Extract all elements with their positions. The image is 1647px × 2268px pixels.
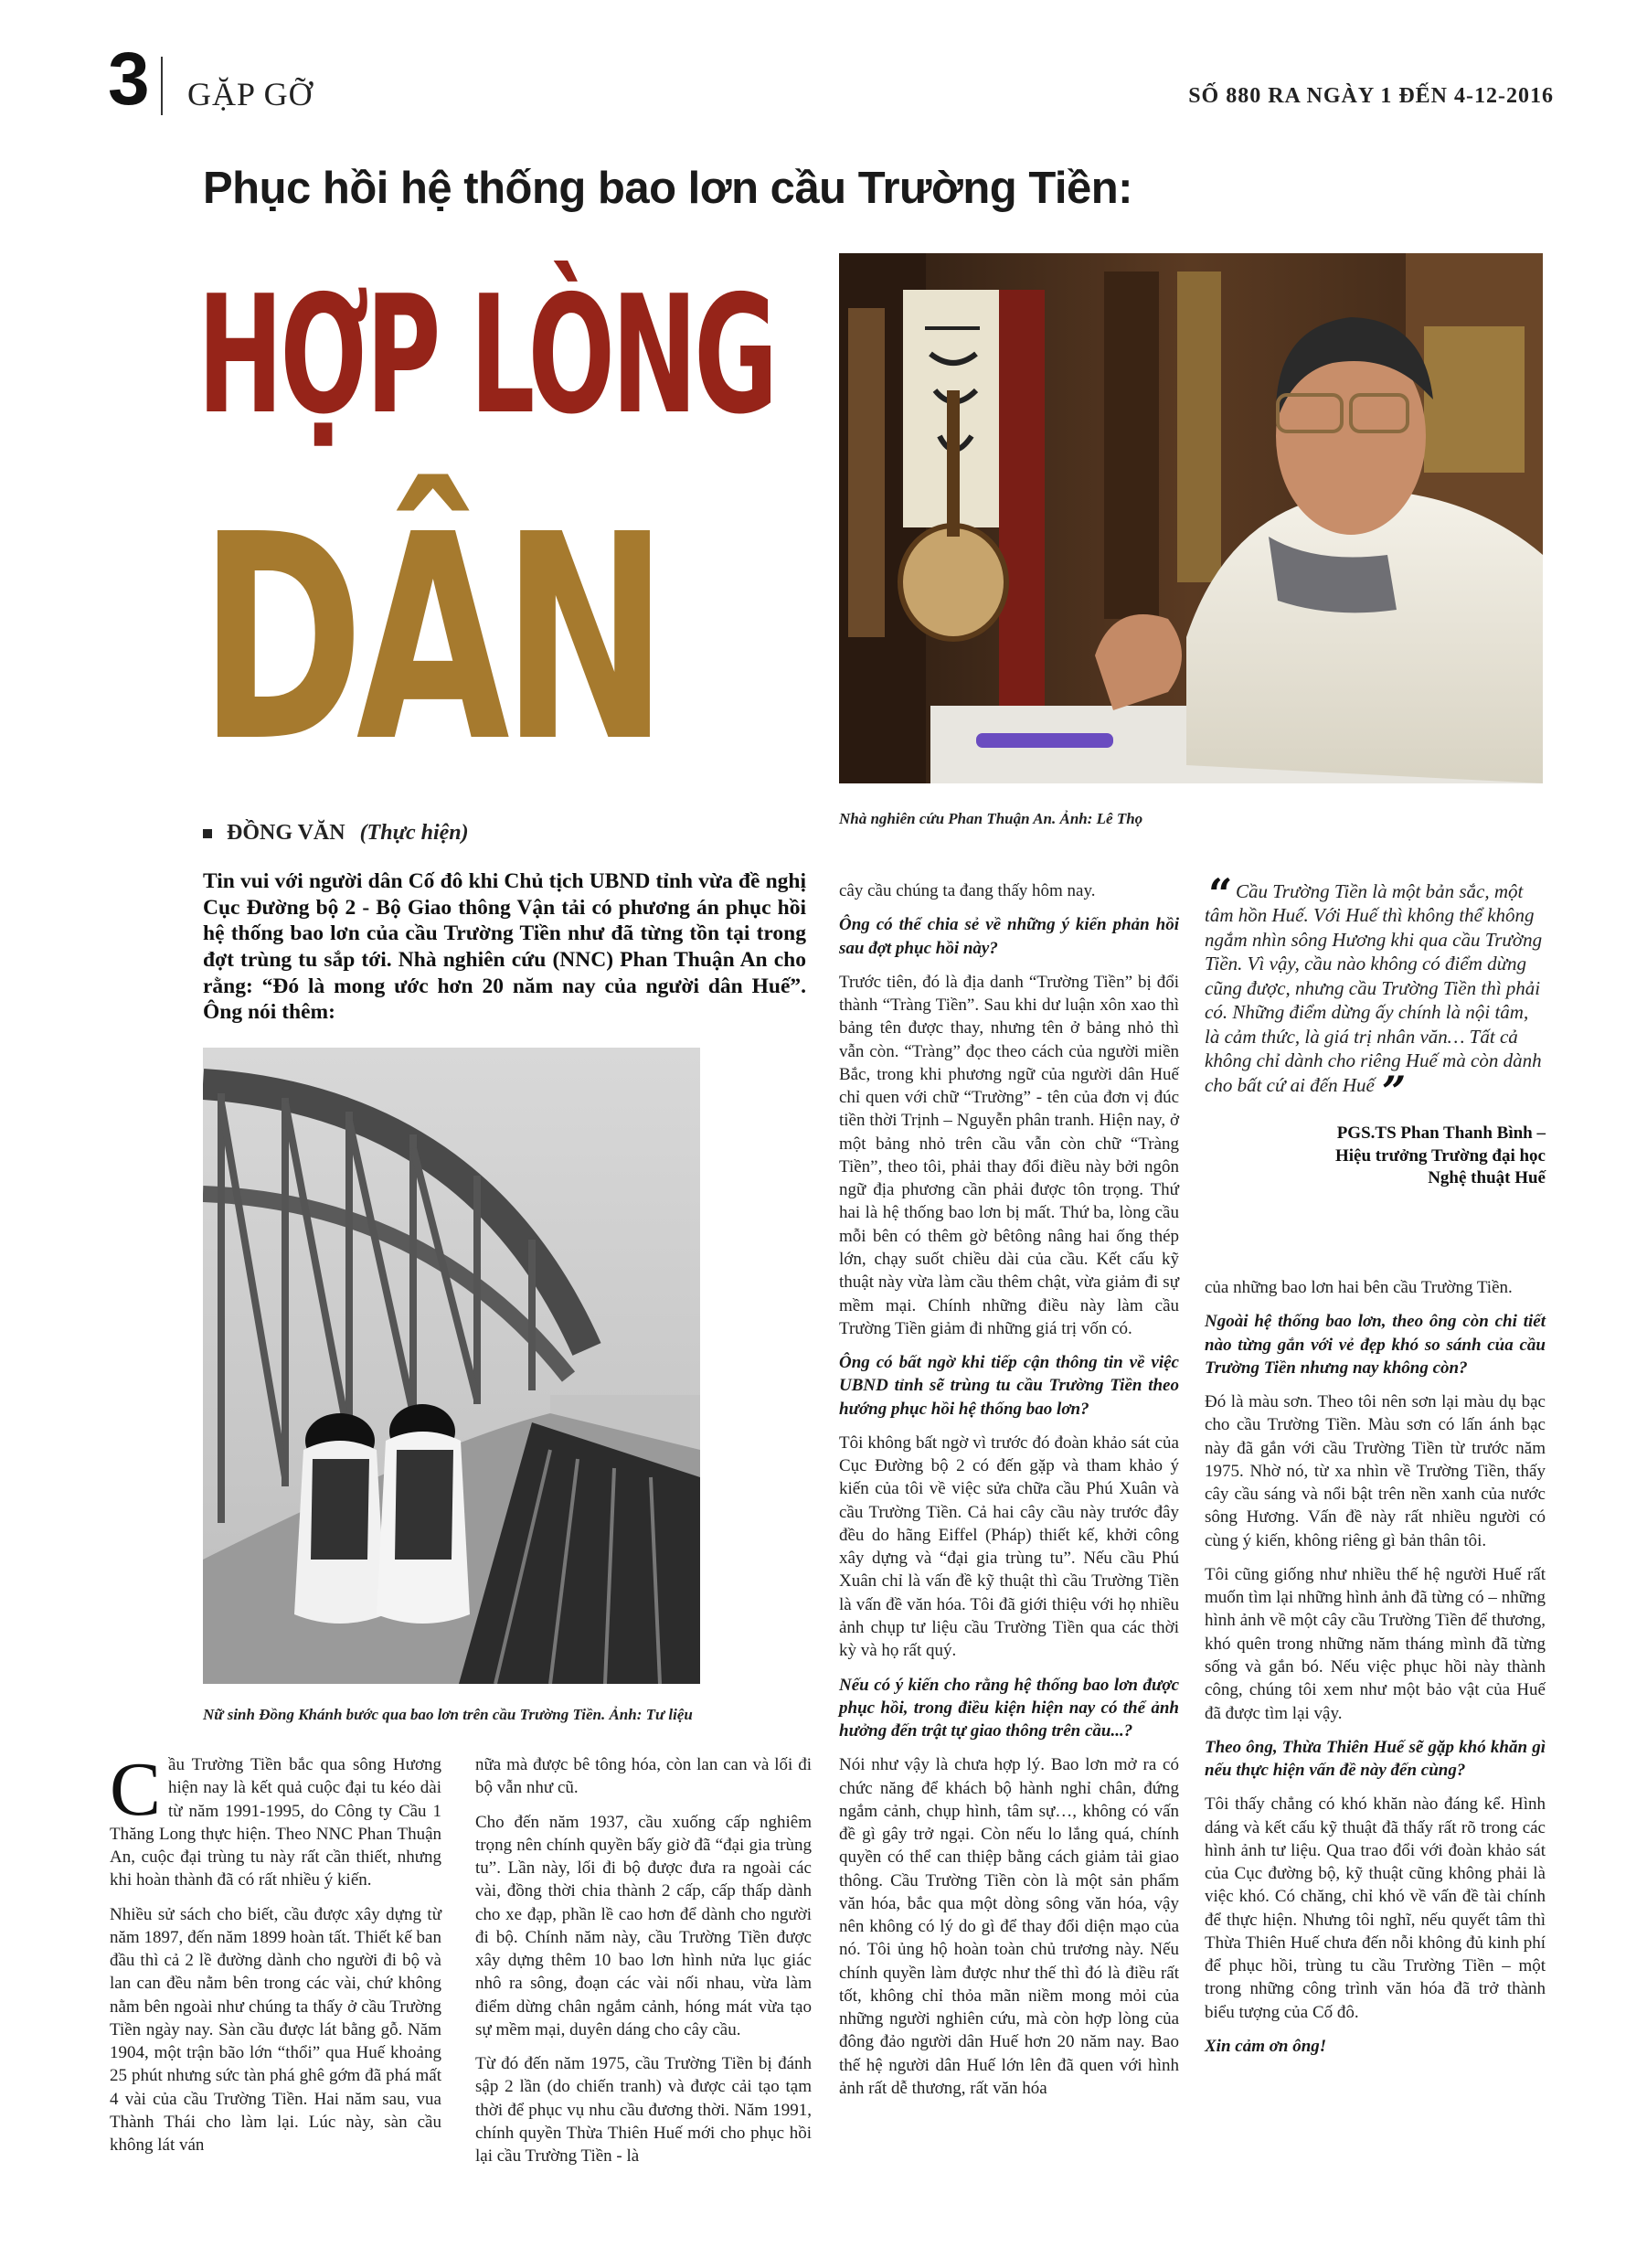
interview-question: Theo ông, Thừa Thiên Huế sẽ gặp khó khăn gì nếu thực hiện vấn đề này đến cùng?: [1205, 1737, 1546, 1781]
close-quote-icon: ”: [1381, 1066, 1407, 1116]
portrait-caption: Nhà nghiên cứu Phan Thuận An. Ảnh: Lê Thọ: [839, 810, 1143, 827]
body-column-3: [839, 879, 1179, 2111]
paragraph: Trước tiên, đó là địa danh “Trường Tiền” bị đổi thành “Tràng Tiền”. Sau khi dư luận xôn xao thì bảng tên được thay, nhưng tên ở bảng nhỏ thì vẫn còn. “Tràng” đọc theo cách của người miền Bắc, trong khi phương ngữ của người dân Huế chỉ quen với chữ “Trường” - tên của đơn vị đúc tiền thời Trịnh – Nguyễn phân tranh. Hiện nay, ở một bảng nhỏ trên cầu vẫn còn chữ “Tràng Tiền”, theo tôi, phải thay đổi điều này bởi ngôn ngữ địa phương cần phải được tôn trọng. Thứ hai là hệ thống bao lơn bị mất. Thứ ba, lòng cầu mỗi bên có thêm gờ bêtông nâng hai ống thép lớn, chạy suốt chiều dài của cầu. Kết cấu kỹ thuật này vừa làm cầu thêm chật, vừa giảm đi sự mềm mại. Chính những điều này làm cầu Trường Tiền giảm đi những giá trị vốn có.: [839, 972, 1179, 1338]
headline-line-1: HỢP LÒNG: [197, 261, 775, 450]
paragraph: Tôi thấy chẳng có khó khăn nào đáng kể. Hình dáng và kết cấu kỹ thuật đã thấy rất rõ trong các hình ảnh tư liệu. Qua trao đổi với đoàn khảo sát của Cục đường bộ, kỹ thuật cũng không phải là việc khó. Có chăng, chỉ khó về vấn đề tài chính để thực hiện. Nhưng tôi nghĩ, nếu quyết tâm thì Thừa Thiên Huế chưa đến nỗi không đủ kinh phí để phục hồi, trùng tu cầu Trường Tiền – một trong những công trình văn hóa đã trở thành biểu tượng của Cố đô.: [1205, 1794, 1546, 2022]
byline: [203, 821, 469, 846]
paragraph-dropcap: [110, 1747, 441, 1892]
attribution-line: Hiệu trưởng Trường đại học: [1335, 1145, 1546, 1166]
interview-question: Ông có thể chia sẻ về những ý kiến phản hồi sau đợt phục hồi này?: [839, 915, 1179, 958]
pull-quote: “ Cầu Trường Tiền là một bản sắc, một tâm hồn Huế. Với Huế thì không thể không ngắm nhìn sông Hương khi qua cầu Trường Tiền. Vì vậy, cầu nào không có điểm dừng cũng được, nhưng cầu Trường Tiền thì phải có. Những điểm dừng ấy chính là nội tâm, là cảm thức, là giá trị nhân văn… Tất cả không chỉ dành cho riêng Huế mà còn dành cho bất cứ ai đến Huế ” PGS.TS Phan Thanh Bình – Hiệu trưởng Trường đại học Nghệ thuật Huế: [1205, 879, 1546, 1190]
byline-role: (Thực hiện): [359, 821, 469, 845]
byline-name: ĐỒNG VĂN: [227, 821, 345, 845]
header-divider: [161, 57, 163, 115]
paragraph: Tôi không bất ngờ vì trước đó đoàn khảo sát của Cục Đường bộ 2 có đến gặp và tham khảo ý kiến của tôi về việc sửa chữa cầu Phú Xuân và cầu Trường Tiền. Cả hai cây cầu này trước đây đều do hãng Eiffel (Pháp) thiết kế, khởi công xây dựng và “đại gia trùng tu”. Nếu cầu Phú Xuân chỉ là vấn đề kỹ thuật thì cầu Trường Tiền là vấn đề văn hóa. Tôi đã giới thiệu với họ nhiều ảnh chụp tư liệu cầu Trường Tiền qua các thời kỳ và họ rất quý.: [839, 1432, 1179, 1661]
pull-quote-body: Cầu Trường Tiền là một bản sắc, một tâm hồn Huế. Với Huế thì không thể không ngắm nhìn sông Hương khi qua cầu Trường Tiền. Vì vậy, cầu nào không có điểm dừng cũng được, nhưng cầu Trường Tiền thì phải có. Những điểm dừng ấy chính là nội tâm, là cảm thức, là giá trị nhân văn… Tất cả không chỉ dành cho riêng Huế mà còn dành cho bất cứ ai đến Huế: [1205, 880, 1543, 1096]
issue-info: SỐ 880 RA NGÀY 1 ĐẾN 4-12-2016: [1188, 84, 1554, 108]
interview-question: Nếu có ý kiến cho rằng hệ thống bao lơn được phục hồi, trong điều kiện hiện nay có thể ảnh hưởng đến trật tự giao thông trên cầu...?: [839, 1675, 1179, 1741]
paragraph: Tôi cũng giống như nhiều thế hệ người Huế rất muốn tìm lại những hình ảnh đã từng có – những hình ảnh về một cây cầu Trường Tiền để thương, khó quên trong những năm tháng mình đã từng sống và gắn bó. Nếu việc phục hồi này thành công, chúng tôi xem như một bảo vật của Huế đã được tìm lại vậy.: [1205, 1564, 1546, 1723]
bridge-caption: Nữ sinh Đồng Khánh bước qua bao lơn trên cầu Trường Tiền. Ảnh: Tư liệu: [203, 1706, 693, 1723]
interview-question: Ngoài hệ thống bao lơn, theo ông còn chi tiết nào từng gắn với vẻ đẹp khó so sánh của cầu Trường Tiền nhưng nay không còn?: [1205, 1312, 1546, 1378]
paragraph: nữa mà được bê tông hóa, còn lan can và lối đi bộ vẫn như cũ.: [475, 1755, 812, 1798]
paragraph: Nói như vậy là chưa hợp lý. Bao lơn mở ra có chức năng để khách bộ hành nghỉ chân, đứng ngắm cảnh, chụp hình, tâm sự…, không có vấn đề gì gây trở ngại. Còn nếu lo lắng quá, chính quyền có thể can thiệp bằng cách giảm tải giao thông. Cầu Trường Tiền còn là một sản phẩm văn hóa, bắc qua một dòng sông văn hóa, vậy nên không có lý do gì để thay đổi diện mạo của nó. Tôi ủng hộ hoàn toàn chủ trương này. Nếu chính quyền làm được như thế thì đó là điều rất tốt, không chỉ thỏa mãn niềm mong mỏi của những người nghiên cứu, mà còn hợp lòng của đông đảo người dân Huế hơn 20 năm nay. Bao thế hệ người dân Huế lớn lên đã quen với hình ảnh rất dễ thương, rất văn hóa: [839, 1755, 1179, 2099]
body-column-4: [1205, 1276, 1546, 2069]
bridge-photo: [203, 1048, 700, 1684]
attribution-line: Nghệ thuật Huế: [1428, 1168, 1546, 1188]
attribution-line: PGS.TS Phan Thanh Bình –: [1336, 1123, 1546, 1144]
byline-bullet: [203, 829, 212, 838]
paragraph-text: ầu Trường Tiền bắc qua sông Hương hiện nay là kết quả cuộc đại tu kéo dài từ năm 1991-1995, do Công ty Cầu 1 Thăng Long thực hiện. Theo NNC Phan Thuận An, cuộc đại trùng tu này rất cần thiết, nhưng khi hoàn thành đã có rất nhiều ý kiến.: [110, 1755, 441, 1890]
interview-question: Ông có bất ngờ khi tiếp cận thông tin về việc UBND tỉnh sẽ trùng tu cầu Trường Tiền theo hướng phục hồi hệ thống bao lơn?: [839, 1353, 1179, 1419]
section-name: GẶP GỠ: [187, 76, 313, 112]
portrait-photo: [839, 253, 1543, 783]
lead-paragraph: Tin vui với người dân Cố đô khi Chủ tịch UBND tỉnh vừa đề nghị Cục Đường bộ 2 - Bộ Giao thông Vận tải có phương án phục hồi hệ thống bao lơn của cầu Trường Tiền như đã từng tồn tại trong đợt trùng tu sắp tới. Nhà nghiên cứu (NNC) Phan Thuận An cho rằng: “Đó là mong ước hơn 20 năm nay của người dân Huế”. Ông nói thêm:: [203, 869, 806, 1025]
paragraph: Cho đến năm 1937, cầu xuống cấp nghiêm trọng nên chính quyền bấy giờ đã “đại gia trùng tu”. Lần này, lối đi bộ được đưa ra ngoài các vài, đồng thời chia thành 2 cấp, cấp thấp dành cho xe đạp, phần lề cao hơn để dành cho người đi bộ. Chính năm này, cầu Trường Tiền được xây dựng thêm 10 bao lơn hình nửa lục giác nhô ra sông, đoạn các vài nối nhau, vừa làm điểm dừng chân ngắm cảnh, hóng mát vừa tạo sự mềm mại, duyên dáng cho cây cầu.: [475, 1812, 812, 2039]
paragraph: cây cầu chúng ta đang thấy hôm nay.: [839, 881, 1096, 900]
headline-line-2: DÂN: [199, 474, 661, 804]
closing-thanks: Xin cảm ơn ông!: [1205, 2036, 1327, 2056]
paragraph: Từ đó đến năm 1975, cầu Trường Tiền bị đánh sập 2 lần (do chiến tranh) và được cải tạo tạm thời để phục vụ nhu cầu đương thời. Năm 1991, chính quyền Thừa Thiên Huế mới cho phục hồi lại cầu Trường Tiền - là: [475, 2054, 812, 2167]
portrait-illustration: [839, 253, 1543, 783]
paragraph: của những bao lơn hai bên cầu Trường Tiền.: [1205, 1278, 1513, 1297]
article-kicker: Phục hồi hệ thống bao lơn cầu Trường Tiền:: [203, 164, 1132, 213]
body-column-1: [110, 1747, 441, 2168]
pull-quote-text: [1205, 879, 1546, 1116]
page-number: 3: [108, 37, 150, 121]
body-column-2: [475, 1753, 812, 2179]
paragraph: Đó là màu sơn. Theo tôi nên sơn lại màu dụ bạc cho cầu Trường Tiền. Màu sơn có lấn ánh bạc này đã gắn với cầu Trường Tiền từ trước năm 1975. Nhờ nó, từ xa nhìn về Trường Tiền, thấy cây cầu sáng và nổi bật trên nền xanh của nước sông Hương. Vấn đề này rất nhiều người có cùng ý kiến, không riêng gì bản thân tôi.: [1205, 1392, 1546, 1550]
dropcap: C: [110, 1747, 162, 1832]
pull-quote-attribution: [1205, 1123, 1546, 1190]
bridge-illustration: [203, 1048, 700, 1684]
paragraph: Nhiều sử sách cho biết, cầu được xây dựng từ năm 1897, đến năm 1899 hoàn tất. Thiết kế ban đầu thì cả 2 lề đường dành cho người đi bộ và lan can đều nằm bên trong các vài, chứ không nằm bên ngoài như chúng ta thấy ở cầu Trường Tiền ngày nay. Sàn cầu được lát bằng gỗ. Năm 1904, một trận bão lớn “thổi” qua Huế khoảng 25 phút nhưng sức tàn phá ghê gớm đã phá mất 4 vài của cầu Trường Tiền. Hai năm sau, vua Thành Thái cho làm lại. Lúc này, sàn cầu không lát ván: [110, 1904, 441, 2156]
